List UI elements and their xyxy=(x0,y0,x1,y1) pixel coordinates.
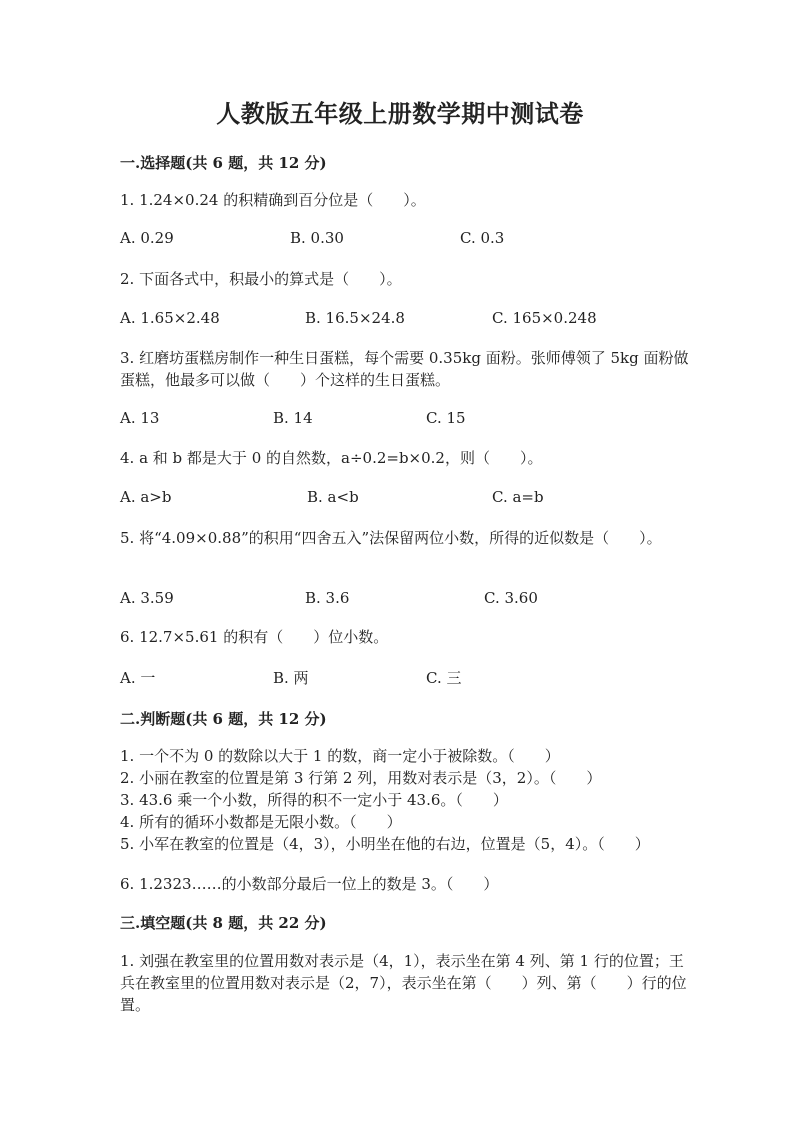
option-a: A. 0.29 xyxy=(120,229,174,247)
option-b: B. 14 xyxy=(273,409,313,427)
question-1-4: 4. a 和 b 都是大于 0 的自然数，a÷0.2=b×0.2，则（ ）。 xyxy=(120,449,543,467)
option-c: C. 0.3 xyxy=(460,229,505,247)
question-2-5: 5. 小军在教室的位置是（4，3），小明坐在他的右边，位置是（5，4）。（ ） xyxy=(120,835,650,853)
option-b: B. 16.5×24.8 xyxy=(305,309,405,327)
question-1-5: 5. 将“4.09×0.88”的积用“四舍五入”法保留两位小数，所得的近似数是（ ）。 xyxy=(120,529,662,547)
option-c: C. 165×0.248 xyxy=(492,309,597,327)
section-heading-judgement: 二.判断题(共 6 题，共 12 分) xyxy=(120,710,327,728)
question-2-1: 1. 一个不为 0 的数除以大于 1 的数，商一定小于被除数。（ ） xyxy=(120,747,560,765)
question-1-1: 1. 1.24×0.24 的积精确到百分位是（ ）。 xyxy=(120,191,426,209)
question-3-1: 1. 刘强在教室里的位置用数对表示是（4，1），表示坐在第 4 列、第 1 行的位置；王兵在教室里的位置用数对表示是（2，7），表示坐在第（ ）列、第（ ）行的位置。 xyxy=(120,952,687,1014)
option-a: A. 13 xyxy=(120,409,160,427)
question-2-4: 4. 所有的循环小数都是无限小数。（ ） xyxy=(120,813,402,831)
question-1-6: 6. 12.7×5.61 的积有（ ）位小数。 xyxy=(120,628,389,646)
option-b: B. a<b xyxy=(307,488,359,506)
option-c: C. a=b xyxy=(492,488,544,506)
option-c: C. 3.60 xyxy=(484,589,538,607)
option-c: C. 15 xyxy=(426,409,466,427)
option-a: A. a>b xyxy=(120,488,172,506)
question-2-6: 6. 1.2323……的小数部分最后一位上的数是 3。（ ） xyxy=(120,875,499,893)
option-a: A. 1.65×2.48 xyxy=(120,309,220,327)
question-1-2: 2. 下面各式中，积最小的算式是（ ）。 xyxy=(120,270,402,288)
option-b: B. 0.30 xyxy=(290,229,344,247)
option-a: A. 一 xyxy=(120,669,156,687)
section-heading-fill-blank: 三.填空题(共 8 题，共 22 分) xyxy=(120,914,327,932)
question-2-2: 2. 小丽在教室的位置是第 3 行第 2 列，用数对表示是（3，2）。（ ） xyxy=(120,769,602,787)
option-b: B. 两 xyxy=(273,669,309,687)
section-heading-choice: 一.选择题(共 6 题，共 12 分) xyxy=(120,154,327,172)
page-title: 人教版五年级上册数学期中测试卷 xyxy=(216,99,584,128)
option-a: A. 3.59 xyxy=(120,589,174,607)
question-1-3: 3. 红磨坊蛋糕房制作一种生日蛋糕，每个需要 0.35kg 面粉。张师傅领了 5kg 面粉做蛋糕，他最多可以做（ ）个这样的生日蛋糕。 xyxy=(120,349,689,389)
option-c: C. 三 xyxy=(426,669,462,687)
question-2-3: 3. 43.6 乘一个小数，所得的积不一定小于 43.6。（ ） xyxy=(120,791,508,809)
option-b: B. 3.6 xyxy=(305,589,350,607)
